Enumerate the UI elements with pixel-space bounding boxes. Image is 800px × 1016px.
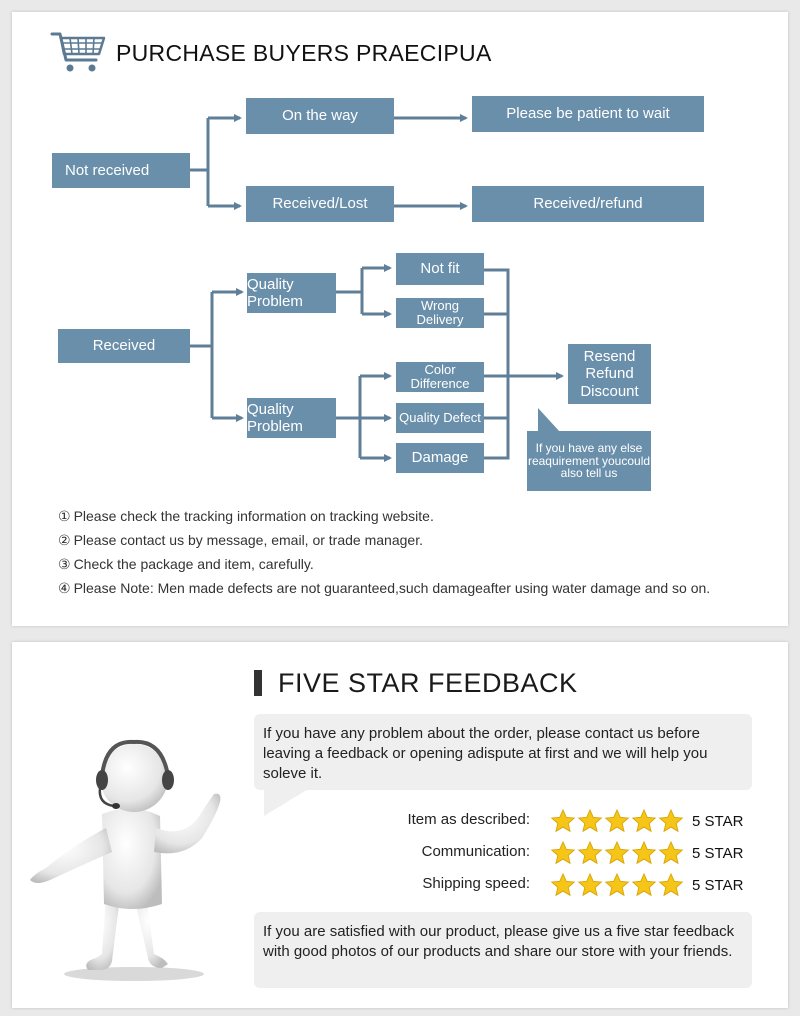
rating-row-item xyxy=(320,808,760,836)
star-icon xyxy=(604,840,630,866)
rating-value: 5 STAR xyxy=(692,877,744,894)
star-icon xyxy=(550,808,576,834)
note-2: ② Please contact us by message, email, or trade manager. xyxy=(58,532,423,548)
received-box: Received xyxy=(58,329,190,363)
resolution-box: Resend Refund Discount xyxy=(568,344,651,404)
callout-tail xyxy=(538,408,560,432)
received-refund-box: Received/refund xyxy=(472,186,704,222)
star-icon xyxy=(604,808,630,834)
star-icon xyxy=(658,808,684,834)
note-4: ④ Please Note: Men made defects are not guaranteed,such damageafter using water damage and so on. xyxy=(58,580,711,596)
feedback-title: FIVE STAR FEEDBACK xyxy=(278,668,578,698)
color-difference-box: Color Difference xyxy=(396,362,484,392)
star-icon xyxy=(550,840,576,866)
bubble-tail xyxy=(264,788,310,816)
quality-defect-box: Quality Defect xyxy=(396,403,484,433)
rating-row-shipping xyxy=(320,872,760,900)
star-rating xyxy=(550,840,684,866)
on-the-way-box: On the way xyxy=(246,98,394,134)
star-icon xyxy=(658,872,684,898)
rating-row-communication xyxy=(320,840,760,868)
star-icon xyxy=(631,808,657,834)
star-icon xyxy=(577,808,603,834)
star-icon xyxy=(658,840,684,866)
star-icon xyxy=(631,840,657,866)
star-icon xyxy=(631,872,657,898)
star-rating xyxy=(550,808,684,834)
note-3: ③ Check the package and item, carefully. xyxy=(58,556,314,572)
patient-wait-box: Please be patient to wait xyxy=(472,96,704,132)
quality-problem-box-1: Quality Problem xyxy=(247,273,336,313)
contact-message: If you have any problem about the order, please contact us before leaving a feedback or opening adispute at first and we will help you soleve it. xyxy=(254,714,752,790)
not-received-box: Not received xyxy=(52,153,190,188)
title-accent-bar xyxy=(254,670,262,696)
quality-problem-box-2: Quality Problem xyxy=(247,398,336,438)
satisfied-message: If you are satisfied with our product, please give us a five star feedback with good photos of our products and share our store with your friends. xyxy=(254,912,752,988)
damage-box: Damage xyxy=(396,443,484,473)
requirement-callout: If you have any else reaquirement youcould also tell us xyxy=(527,431,651,491)
rating-label: Communication: xyxy=(421,843,530,860)
star-icon xyxy=(604,872,630,898)
rating-value: 5 STAR xyxy=(692,845,744,862)
rating-label: Shipping speed: xyxy=(422,875,530,892)
star-icon xyxy=(577,872,603,898)
note-1: ① Please check the tracking information on tracking website. xyxy=(58,508,434,524)
rating-value: 5 STAR xyxy=(692,813,744,830)
rating-label: Item as described: xyxy=(407,811,530,828)
support-figure xyxy=(22,736,232,986)
received-lost-box: Received/Lost xyxy=(246,186,394,222)
star-icon xyxy=(577,840,603,866)
wrong-delivery-box: Wrong Delivery xyxy=(396,298,484,328)
page-title: PURCHASE BUYERS PRAECIPUA xyxy=(116,40,492,66)
star-rating xyxy=(550,872,684,898)
star-icon xyxy=(550,872,576,898)
not-fit-box: Not fit xyxy=(396,253,484,285)
